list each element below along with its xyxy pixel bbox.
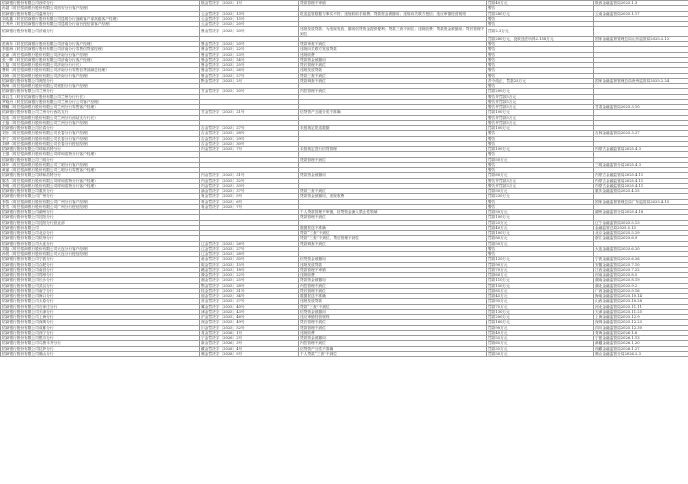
decision-number-cell: 鲁金罚决字〔2025〕25号 (200, 63, 299, 68)
party-cell: 李振海（时任招商银行股份有限公司济南分行零售信贷部经理） (1, 47, 200, 52)
violation-cell: 贷款资金被挪用 (299, 57, 487, 62)
decision-number-cell: 甘金罚决字〔2025〕21号 (200, 110, 299, 115)
party-cell: 刘东（时任招商银行股份有限公司长春分行客户经理） (1, 131, 200, 136)
violation-cell: 贷款资金被挪用，违规收费 (299, 194, 487, 199)
authority-cell: 云南金融监管局2025.1.17 (594, 11, 688, 16)
party-cell: 招商银行股份有限公司成都分行 (1, 325, 200, 330)
party-cell: 招商银行股份有限公司湖州分行 (1, 210, 200, 215)
penalty-cell: 警告并罚款5万元 (487, 99, 594, 104)
violation-cell: 贷款“三查”不到位，贷后管理不到位 (299, 236, 487, 241)
party-cell: 王磊（时任招商银行股份有限公司兰州分行客户经理） (1, 120, 200, 125)
penalty-cell: 罚款50万元 (487, 210, 594, 215)
penalty-cell: 罚款25万元 (487, 220, 594, 225)
party-cell: 招商银行股份有限公司合肥分行 (1, 262, 200, 267)
authority-cell: 河北金融监管局2025.11.11 (594, 304, 688, 309)
authority-cell: 安徽金融监管局2025.7.10 (594, 262, 688, 267)
violation-cell: 贷款资金被挪用 (299, 278, 487, 283)
penalty-cell: 罚款200万元 (487, 315, 594, 320)
party-cell: 招商银行股份有限公司南昌分行 (1, 267, 200, 272)
decision-number-cell: 黔金罚决字〔2025〕2号 (200, 78, 299, 83)
decision-number-cell: 鲁金罚决字〔2025〕20号 (200, 27, 299, 37)
penalty-cell: 罚款280万元，没收违法所得2.158万元 (487, 36, 594, 41)
decision-number-cell: 宁金罚决字〔2026〕2号 (200, 336, 299, 341)
penalty-cell: 罚款90万元 (487, 325, 594, 330)
violation-cell: 内控管理不到位 (299, 341, 487, 346)
violation-cell: 贷后管理不到位 (299, 288, 487, 293)
party-cell: 招商银行股份有限公司石家庄分行 (1, 304, 200, 309)
authority-cell: 河南金融监管局2025.8.5 (594, 273, 688, 278)
authority-cell: 辽宁金融监管局2025.5.13 (594, 220, 688, 225)
party-cell: 范海东（时任招商银行股份有限公司济南分行客户经理） (1, 42, 200, 47)
violation-cell: 贷后管理不到位 (299, 320, 487, 325)
penalty-cell: 警告 (487, 63, 594, 68)
authority-cell: 国家金融监督管理总局广东监管局2025.4.15 (594, 199, 688, 204)
decision-number-cell: 鲁金罚决字〔2025〕24号 (200, 57, 299, 62)
authority-cell: 大连金融监管局2025.6.20 (594, 246, 688, 251)
violation-cell: 内控管理不到位 (299, 89, 487, 94)
authority-cell: 吉林金融监管局2025.3.27 (594, 131, 688, 136)
penalty-cell: 警告 (487, 22, 594, 27)
authority-cell: 湖州金融监管分局2025.4.18 (594, 210, 688, 215)
penalty-cell: 警告 (487, 136, 594, 141)
violation-cell: 贷款管理不审慎 (299, 1, 487, 6)
penalty-cell: 责令改正，罚款25万元 (487, 78, 594, 83)
violation-cell: 个人贷款管理不审慎，信贷资金流入禁止性领域 (299, 210, 487, 215)
party-cell: 招商银行股份有限公司呼和浩特分行 (1, 173, 200, 178)
violation-cell: 违规发放贷款；为违规发放、挪用信贷资金提供便利；贷款三查不到位；违规收费；贷款资金被挪用；贷后管理不到位 (299, 27, 487, 37)
party-cell: 招商银行股份有限公司西宁分行 (1, 330, 200, 335)
penalty-cell: 警告 (487, 168, 594, 173)
authority-cell: 四川金融监管局2025.12.30 (594, 325, 688, 330)
decision-number-cell: 粤金罚决字〔2025〕6号 (200, 199, 299, 204)
penalty-cell: 警告 (487, 52, 594, 57)
violation-cell: 贷款管理不审慎 (299, 267, 487, 272)
penalty-cell: 罚款50万元 (487, 189, 594, 194)
decision-number-cell: 鲁金罚决字〔2025〕26号 (200, 68, 299, 73)
violation-cell: 违规发放贷款 (299, 68, 487, 73)
party-cell: 张一辉（时任招商银行股份有限公司济南分行客户经理） (1, 57, 200, 62)
party-cell: 招商银行股份有限公司西安分行 (1, 1, 200, 6)
party-cell: 招商银行股份有限公司深圳分行 (1, 320, 200, 325)
party-cell: 王强（时任招商银行股份有限公司呼和浩特分行客户经理） (1, 152, 200, 157)
penalty-cell: 警告 (487, 162, 594, 167)
penalty-cell: 罚款280万元 (487, 11, 594, 16)
decision-number-cell: 内金罚决字〔2025〕33号 (200, 183, 299, 188)
authority-cell: 内蒙古金融监管局2025.4.3 (594, 147, 688, 152)
decision-number-cell: 内金罚决字〔2025〕32号 (200, 178, 299, 183)
penalty-cell: 警告并罚款3万元 (487, 178, 594, 183)
party-cell: 王秀玲（时任招商银行股份有限公司昆明分行前台授信部客户经理） (1, 22, 200, 27)
authority-cell: 山西金融监管局2025.10.28 (594, 299, 688, 304)
party-cell: 招商银行股份有限公司温州分行 (1, 11, 200, 16)
party-cell: 罗晓丹（时任招商银行股份有限公司兰州分行公司客户经理） (1, 99, 200, 104)
party-cell: 王磊（时任招商银行股份有限公司济南分行行长） (1, 63, 200, 68)
decision-number-cell: 云金罚决字〔2025〕20号 (200, 22, 299, 27)
penalty-cell: 警告 (487, 199, 594, 204)
authority-cell: 三明金融监管分局2025.4.3 (594, 162, 688, 167)
decision-number-cell: 吉金罚决字〔2025〕28号 (200, 131, 299, 136)
penalty-cell: 罚款90万元 (487, 262, 594, 267)
penalty-cell: 警告并罚款5万元 (487, 120, 594, 125)
penalty-cell: 罚款40万元 (487, 1, 594, 6)
decision-number-cell: 桂金罚决字〔2025〕31号 (200, 288, 299, 293)
penalty-cell: 罚款60万元 (487, 273, 594, 278)
penalty-cell: 警告 (487, 252, 594, 257)
decision-number-cell: 湘金罚决字〔2025〕25号 (200, 278, 299, 283)
party-cell: 招商银行股份有限公司北京分行 (1, 231, 200, 236)
party-cell: 刘磊（时任招商银行股份有限公司大连分行客户经理） (1, 246, 200, 251)
authority-cell: 浙江金融监管局2025.6.9 (594, 236, 688, 241)
party-cell: 招商银行股份有限公司三明分行 (1, 157, 200, 162)
party-cell: 招商银行股份有限公司上海分行 (1, 315, 200, 320)
violation-cell: 贷款“三查”不到位 (299, 304, 487, 309)
penalty-cell: 警告 (487, 42, 594, 47)
penalty-cell: 罚款100万元 (487, 126, 594, 131)
decision-number-cell: 粤金罚决字〔2025〕7号 (200, 204, 299, 209)
decision-number-cell: 深金罚决字〔2025〕49号 (200, 320, 299, 325)
violation-cell: 贷款三查不到位 (299, 189, 487, 194)
party-cell: 招商银行股份有限公司南宁分行 (1, 288, 200, 293)
party-cell: 林华（时任招商银行股份有限公司三明分行客户经理） (1, 162, 200, 167)
party-cell: 招商银行股份有限公司乌鲁木齐分行 (1, 341, 200, 346)
decision-number-cell: 陕金罚决字〔2025〕1号 (200, 1, 299, 6)
decision-number-cell: 甘金罚决字〔2025〕20号 (200, 89, 299, 94)
penalty-cell: 罚款80万元 (487, 173, 594, 178)
authority-cell: 佛山金融监管分局2026.2.3 (594, 351, 688, 356)
decision-number-cell: 吉金罚决字〔2025〕30号 (200, 141, 299, 146)
decision-number-cell: 鲁金罚决字〔2025〕20号 (200, 42, 299, 47)
penalty-cell: 罚款75万元 (487, 304, 594, 309)
decision-number-cell: 鲁金罚决字〔2025〕22号 (200, 47, 299, 52)
penalty-cell: 罚款50万元 (487, 157, 594, 162)
party-cell: 刘烨（时任招商银行股份有限公司长春分行授信经理） (1, 141, 200, 146)
violation-cell: 贷款审查不到位 (299, 42, 487, 47)
party-cell: 招商银行股份有限公司长春分行 (1, 126, 200, 131)
decision-number-cell: 渝金罚决字〔2025〕37号 (200, 189, 299, 194)
party-cell: 招商银行股份有限公司长沙分行 (1, 278, 200, 283)
party-cell: 招商银行股份有限公司武汉分行 (1, 283, 200, 288)
penalty-cell: 警告 (487, 84, 594, 89)
decision-number-cell: 新金罚决字〔2026〕3号 (200, 341, 299, 346)
authority-cell: 甘肃金融监管局2025.3.10 (594, 105, 688, 110)
decision-number-cell: 冀金罚决字〔2025〕40号 (200, 304, 299, 309)
party-cell: 黄丽（时任招商银行股份有限公司三明分行零售客户经理） (1, 168, 200, 173)
decision-number-cell: 青金罚决字〔2026〕1号 (200, 330, 299, 335)
penalty-cell: 警告 (487, 246, 594, 251)
party-cell: 曹妍（时任招商银行股份有限公司济南分行零售信贷部副总经理） (1, 68, 200, 73)
penalty-cell: 警告 (487, 16, 594, 21)
violation-cell: 信贷资产分类不准确 (299, 346, 487, 351)
penalty-cell: 警告并罚款5万元 (487, 115, 594, 120)
party-cell: 招商银行股份有限公司佛山分行 (1, 351, 200, 356)
authority-cell: 内蒙古金融监管局2025.4.11 (594, 173, 688, 178)
penalty-cell: 警告 (487, 73, 594, 78)
decision-number-cell: 内金罚决字〔2025〕31号 (200, 173, 299, 178)
decision-number-cell: 鲁金罚决字〔2025〕23号 (200, 52, 299, 57)
authority-cell: 陕西金融监管局2025.1.3 (594, 1, 688, 6)
authority-cell: 江西金融监管局2025.7.22 (594, 267, 688, 272)
decision-number-cell: 沪金罚决字〔2025〕46号 (200, 315, 299, 320)
penalty-cell: 警告 (487, 57, 594, 62)
violation-cell: 贷款三查不到位 (299, 73, 487, 78)
decision-number-cell: 豫金罚决字〔2025〕22号 (200, 273, 299, 278)
violation-cell: 贷款管理不到位 (299, 157, 487, 162)
penalty-cell: 罚款2.3万元 (487, 27, 594, 37)
decision-number-cell: 吉金罚决字〔2025〕29号 (200, 136, 299, 141)
violation-cell: 违规发放贷款 (299, 299, 487, 304)
authority-cell: 宁夏金融监管局2026.1.13 (594, 336, 688, 341)
violation-cell: 信贷资金被挪用 (299, 309, 487, 314)
penalty-cell: 警告 (487, 131, 594, 136)
penalty-cell: 警告 (487, 152, 594, 157)
decision-number-cell: 鲁金罚决字〔2025〕27号 (200, 73, 299, 78)
violation-cell: 内控管理不到位 (299, 283, 487, 288)
authority-cell: 海南金融监管局2025.10.14 (594, 294, 688, 299)
violation-cell: 信贷资金被挪用 (299, 257, 487, 262)
penalty-cell: 警告并罚款5万元 (487, 105, 594, 110)
violation-cell: 报送监管数据与事实不符；违规收取手续费；贷款资金被挪用；违规向关联方授信；违反审慎经营规则 (299, 11, 487, 16)
party-cell: 招商银行股份有限公司沈阳分行 (1, 215, 200, 220)
violation-cell: 贷款资金被挪用 (299, 336, 487, 341)
authority-cell: 国家金融监督管理总局贵州监管局2025.2.24 (594, 78, 688, 83)
party-cell: 招商银行股份有限公司杭州分行 (1, 236, 200, 241)
penalty-cell: 罚款40万元 (487, 330, 594, 335)
party-cell: 招商银行股份有限公司宁波分行 (1, 257, 200, 262)
party-cell: 蒋启生（时任招商银行股份有限公司兰州分行行长） (1, 94, 200, 99)
penalty-cell: 警告并罚款3万元 (487, 183, 594, 188)
decision-number-cell: 津金罚决字〔2025〕43号 (200, 309, 299, 314)
party-cell: 李明（时任招商银行股份有限公司呼和浩特分行客户经理） (1, 183, 200, 188)
party-cell: 赵丽（时任招商银行股份有限公司济南分行客户经理） (1, 52, 200, 57)
violation-cell: 数据报送不准确 (299, 294, 487, 299)
party-cell: 周浩（时任招商银行股份有限公司兰州分行西站支行行长） (1, 115, 200, 120)
penalty-cell: 警告 (487, 204, 594, 209)
penalty-cell: 罚款100万元 (487, 110, 594, 115)
violation-cell: 数据报送不准确 (299, 225, 487, 230)
party-cell: 招商银行股份有限公司广州分行 (1, 194, 200, 199)
violation-cell: 违规发放贷款 (299, 262, 487, 267)
decision-number-cell: 琼金罚决字〔2025〕34号 (200, 294, 299, 299)
violation-cell: 贷款资金被挪用 (299, 173, 487, 178)
penalty-cell: 罚款160万元 (487, 320, 594, 325)
penalty-cell: 罚款230万元 (487, 194, 594, 199)
decision-number-cell: 辽金罚决字〔2025〕27号 (200, 246, 299, 251)
authority-cell: 广西金融监管局2025.9.16 (594, 288, 688, 293)
penalty-cell: 罚款100万元 (487, 147, 594, 152)
decision-number-cell: 赣金罚决字〔2025〕18号 (200, 267, 299, 272)
party-cell: 招商银行股份有限公司沈阳分行营业部 (1, 220, 200, 225)
decision-number-cell: 晋金罚决字〔2025〕37号 (200, 299, 299, 304)
penalty-cell: 罚款70万元 (487, 267, 594, 272)
penalty-cell: 罚款50万元 (487, 241, 594, 246)
violation-cell: 违反审慎经营规则 (299, 315, 487, 320)
penalty-cell: 罚款85万元 (487, 288, 594, 293)
party-cell: 陈杰（时任招商银行股份有限公司呼和浩特分行客户经理） (1, 178, 200, 183)
penalty-cell: 罚款95万元 (487, 299, 594, 304)
violation-cell: 贷款调查不到位 (299, 241, 487, 246)
penalty-cell: 警告并罚款5万元 (487, 94, 594, 99)
authority-cell: 湖南金融监管局2025.8.19 (594, 278, 688, 283)
authority-cell: 内蒙古金融监管局2025.4.11 (594, 178, 688, 183)
violation-cell: 未按规定进行信贷管理 (299, 147, 487, 152)
authority-cell: 金融监管总局2025.5.13 (594, 225, 688, 230)
authority-cell (594, 27, 688, 37)
penalty-cell: 罚款35万元 (487, 346, 594, 351)
party-cell: 招商银行股份有限公司重庆分行 (1, 189, 200, 194)
authority-cell: 国家金融监督管理总局山东监管局2025.2.12 (594, 36, 688, 41)
party-cell: 招商银行股份有限公司呼和浩特分行 (1, 147, 200, 152)
penalty-cell: 警告 (487, 6, 594, 11)
decision-number-cell: 辽金罚决字〔2025〕28号 (200, 252, 299, 257)
authority-cell: 宁波金融监管局2025.6.26 (594, 257, 688, 262)
party-cell: 招商银行股份有限公司郑州分行 (1, 273, 200, 278)
violation-cell: 贷款“三查”不到位 (299, 231, 487, 236)
party-cell: 李智（时任招商银行股份有限公司广州分行客户经理） (1, 199, 200, 204)
authority-cell: 天津金融监管局2025.11.25 (594, 309, 688, 314)
authority-cell: 西藏金融监管局2026.1.27 (594, 346, 688, 351)
authority-cell: 北京金融监管局2025.5.29 (594, 231, 688, 236)
penalty-cell: 罚款100万元 (487, 215, 594, 220)
penalty-cell: 罚款120万元 (487, 257, 594, 262)
party-cell: 招商银行股份有限公司拉萨分行 (1, 346, 200, 351)
decision-number-cell: 川金罚决字〔2025〕52号 (200, 325, 299, 330)
violation-cell: 贷后管理不到位 (299, 63, 487, 68)
party-cell: 招商银行股份有限公司兰州分行 (1, 89, 200, 94)
violation-cell: 未按规定报送数据 (299, 126, 487, 131)
authority-cell: 重庆金融监管局2025.4.15 (594, 189, 688, 194)
party-cell: 招商银行股份有限公司太原分行 (1, 299, 200, 304)
table-row (1, 351, 688, 356)
penalty-cell: 罚款110万元 (487, 278, 594, 283)
party-cell: 李宁（时任招商银行股份有限公司长春分行客户经理） (1, 136, 200, 141)
party-cell: 招商银行股份有限公司银川分行 (1, 336, 200, 341)
penalty-cell: 警告 (487, 141, 594, 146)
decision-number-cell: 辽金罚决字〔2025〕26号 (200, 241, 299, 246)
party-cell: 柳璐（时任招商银行股份有限公司兰州分行零售客户经理） (1, 105, 200, 110)
violation-cell: 违规向关联方发放贷款 (299, 47, 487, 52)
decision-number-cell: 云金罚决字〔2025〕13号 (200, 11, 299, 16)
decision-number-cell: 粤金罚决字〔2025〕5号 (200, 194, 299, 199)
party-cell: 刘琦（时任招商银行股份有限公司济南分行客户经理） (1, 73, 200, 78)
party-cell: 招商银行股份有限公司大连分行 (1, 241, 200, 246)
violation-cell: 违规收费 (299, 52, 487, 57)
party-cell: 招商银行股份有限公司天津分行 (1, 309, 200, 314)
violation-cell: 贷款管理不到位 (299, 325, 487, 330)
decision-number-cell: 吉金罚决字〔2025〕27号 (200, 126, 299, 131)
authority-cell: 青海金融监管局2026.1.6 (594, 330, 688, 335)
party-cell: 刘兆鑫（时任招商银行股份有限公司昆明分行战略客户部高级客户经理） (1, 16, 200, 21)
party-cell: 孙超（时任招商银行股份有限公司西安分行客户经理） (1, 6, 200, 11)
party-cell: 陶坤（时任招商银行股份有限公司贵阳分行客户经理） (1, 84, 200, 89)
decision-number-cell: 佛金罚决字〔2026〕5号 (200, 351, 299, 356)
penalty-cell: 罚款40万元 (487, 225, 594, 230)
violation-cell: 个人贷款“三查”不到位 (299, 351, 487, 356)
decision-number-cell: 藏金罚决字〔2026〕4号 (200, 346, 299, 351)
decision-number-cell: 甬金罚决字〔2025〕30号 (200, 257, 299, 262)
penalty-cell: 警告 (487, 47, 594, 52)
penalty-cell: 罚款65万元 (487, 341, 594, 346)
party-cell: 孙悦（时任招商银行股份有限公司大连分行授信经理） (1, 252, 200, 257)
penalty-cell: 罚款200万元 (487, 89, 594, 94)
violation-cell: 违规收费 (299, 330, 487, 335)
violation-cell: 信贷资产五级分类不准确 (299, 110, 487, 115)
violation-cell: 贷款调查不到位 (299, 78, 487, 83)
penalty-cell: 罚款50万元 (487, 351, 594, 356)
party-cell: 招商银行股份有限公司海口分行 (1, 294, 200, 299)
decision-number-cell: 皖金罚决字〔2025〕15号 (200, 262, 299, 267)
violation-cell: 贷款管理不到位 (299, 215, 487, 220)
party-cell: 招商银行股份有限公司兰州分行西站支行 (1, 110, 200, 115)
party-cell: 招商银行股份有限公司 (1, 225, 200, 230)
penalty-cell: 警告 (487, 68, 594, 73)
decision-number-cell: 内金罚决字〔2025〕7号 (200, 147, 299, 152)
authority-cell: 上海金融监管局2025.12.9 (594, 315, 688, 320)
penalty-cell: 罚款100万元 (487, 231, 594, 236)
penalty-cell: 罚款55万元 (487, 336, 594, 341)
authority-cell: 湖北金融监管局2025.9.2 (594, 283, 688, 288)
penalty-cell: 罚款45万元 (487, 294, 594, 299)
decision-number-cell: 鄂金罚决字〔2025〕28号 (200, 283, 299, 288)
party-cell: 招商银行股份有限公司济南分行 (1, 27, 200, 37)
party-cell: 招商银行股份有限公司贵阳分行 (1, 78, 200, 83)
table-row (1, 27, 688, 37)
violation-cell: 违规收费 (299, 273, 487, 278)
party-cell: 张雪（时任招商银行股份有限公司广州分行授信经理） (1, 204, 200, 209)
penalty-cell: 罚款150万元 (487, 283, 594, 288)
penalty-cell: 罚款130万元 (487, 309, 594, 314)
penalty-cell: 罚款80万元 (487, 236, 594, 241)
authority-cell: 新疆金融监管局2026.1.20 (594, 341, 688, 346)
decision-number-cell: 云金罚决字〔2025〕15号 (200, 16, 299, 21)
authority-cell: 深圳金融监管局2025.12.23 (594, 320, 688, 325)
authority-cell: 内蒙古金融监管局2025.4.11 (594, 183, 688, 188)
